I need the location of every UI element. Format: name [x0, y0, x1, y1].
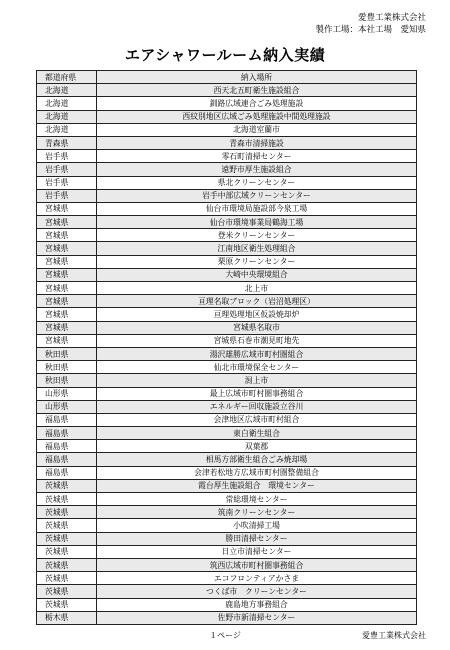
table-row: [37, 453, 417, 466]
location-cell: 小吹清掃工場: [97, 519, 417, 532]
table-header-row: [37, 71, 417, 84]
prefecture-cell: 茨城県: [37, 572, 97, 585]
location-cell: 零石町清掃センター: [97, 150, 417, 163]
prefecture-cell: 茨城県: [37, 585, 97, 598]
prefecture-cell: 茨城県: [37, 506, 97, 519]
table-row: [37, 361, 417, 374]
company-name: 愛豊工業株式会社: [357, 13, 426, 23]
location-cell: 双葉郡: [97, 440, 417, 453]
location-cell: 勝田清掃センター: [97, 532, 417, 545]
table-row: [37, 440, 417, 453]
location-cell: 釧路広域連合ごみ処理施設: [97, 97, 417, 110]
prefecture-cell: 宮城県: [37, 295, 97, 308]
location-cell: 東白衛生組合: [97, 427, 417, 440]
prefecture-cell: 宮城県: [37, 321, 97, 334]
table-row: [37, 572, 417, 585]
prefecture-cell: 福島県: [37, 427, 97, 440]
table-row: [37, 400, 417, 413]
location-cell: 西紋別地区広域ごみ処理施設中間処理施設: [97, 110, 417, 123]
location-cell: 宮城県石巻市潮見町地先: [97, 334, 417, 347]
document-title: エアシャワールーム納入実績: [124, 46, 326, 64]
table-row: [37, 493, 417, 506]
company-header: [315, 12, 426, 36]
prefecture-cell: 秋田県: [37, 361, 97, 374]
location-cell: 会津地区広域市町村組合: [97, 413, 417, 426]
table-row: [37, 163, 417, 176]
location-cell: 登米クリーンセンター: [97, 229, 417, 242]
prefecture-cell: 茨城県: [37, 493, 97, 506]
page-number: １ページ: [209, 631, 241, 640]
location-cell: 亘理処理地区仮設焼却炉: [97, 308, 417, 321]
location-cell: 仙台市環境局施設部今泉工場: [97, 202, 417, 215]
location-cell: 筑南クリーンセンター: [97, 506, 417, 519]
table-row: [37, 466, 417, 479]
prefecture-cell: 宮城県: [37, 255, 97, 268]
table-row: [37, 611, 417, 624]
location-cell: エネルギー回収施設立谷川: [97, 400, 417, 413]
table-row: [37, 136, 417, 149]
prefecture-cell: 北海道: [37, 84, 97, 97]
prefecture-cell: 岩手県: [37, 163, 97, 176]
table-row: [37, 84, 417, 97]
table-row: [37, 255, 417, 268]
delivery-table: [36, 70, 417, 625]
table-row: [37, 123, 417, 136]
prefecture-cell: 宮城県: [37, 268, 97, 281]
location-cell: 北上市: [97, 282, 417, 295]
location-cell: 湯沢雄勝広域市町村圏組合: [97, 347, 417, 360]
footer-company-name: 愛豊工業株式会社: [362, 631, 426, 640]
prefecture-cell: 栃木県: [37, 611, 97, 624]
location-cell: 会津若松地方広域市町村圏整備組合: [97, 466, 417, 479]
location-cell: 青森市清掃施設: [97, 136, 417, 149]
location-cell: 仙北市環境保全センター: [97, 361, 417, 374]
prefecture-cell: 秋田県: [37, 347, 97, 360]
table-row: [37, 97, 417, 110]
table-row: [37, 598, 417, 611]
prefecture-cell: 茨城県: [37, 545, 97, 558]
location-cell: 江南地区衛生処理組合: [97, 242, 417, 255]
location-cell: 霞台厚生施設組合 環境センター: [97, 479, 417, 492]
location-cell: 佐野市新清掃センター: [97, 611, 417, 624]
location-cell: 最上広域市町村圏事務組合: [97, 387, 417, 400]
location-cell: 北海道室蘭市: [97, 123, 417, 136]
column-header-location: 納入場所: [97, 71, 417, 84]
table-row: [37, 229, 417, 242]
table-row: [37, 387, 417, 400]
table-row: [37, 308, 417, 321]
prefecture-cell: 福島県: [37, 413, 97, 426]
table-row: [37, 110, 417, 123]
prefecture-cell: 岩手県: [37, 176, 97, 189]
prefecture-cell: 岩手県: [37, 150, 97, 163]
location-cell: 仙台市環境事業局鶴海工場: [97, 216, 417, 229]
table-row: [37, 150, 417, 163]
table-row: [37, 374, 417, 387]
prefecture-cell: 青森県: [37, 136, 97, 149]
prefecture-cell: 宮城県: [37, 334, 97, 347]
column-header-prefecture: 都道府県: [37, 71, 97, 84]
location-cell: 岩手中部広域クリーンセンター: [97, 189, 417, 202]
table-row: [37, 242, 417, 255]
table-row: [37, 282, 417, 295]
table-row: [37, 216, 417, 229]
table-row: [37, 479, 417, 492]
prefecture-cell: 北海道: [37, 110, 97, 123]
prefecture-cell: 茨城県: [37, 479, 97, 492]
location-cell: 常総環境センター: [97, 493, 417, 506]
prefecture-cell: 宮城県: [37, 229, 97, 242]
table-row: [37, 545, 417, 558]
table-row: [37, 321, 417, 334]
table-row: [37, 506, 417, 519]
location-cell: エコフロンティアかさま: [97, 572, 417, 585]
table-row: [37, 347, 417, 360]
prefecture-cell: 福島県: [37, 466, 97, 479]
location-cell: 日立市清掃センター: [97, 545, 417, 558]
table-row: [37, 176, 417, 189]
table-row: [37, 427, 417, 440]
prefecture-cell: 茨城県: [37, 519, 97, 532]
prefecture-cell: 茨城県: [37, 558, 97, 571]
prefecture-cell: 山形県: [37, 387, 97, 400]
location-cell: 宮城県名取市: [97, 321, 417, 334]
location-cell: 西天北五町衛生施設組合: [97, 84, 417, 97]
table-row: [37, 519, 417, 532]
table-row: [37, 585, 417, 598]
prefecture-cell: 茨城県: [37, 532, 97, 545]
prefecture-cell: 宮城県: [37, 216, 97, 229]
table-row: [37, 295, 417, 308]
location-cell: 潟上市: [97, 374, 417, 387]
prefecture-cell: 宮城県: [37, 242, 97, 255]
prefecture-cell: 宮城県: [37, 308, 97, 321]
prefecture-cell: 岩手県: [37, 189, 97, 202]
table-row: [37, 334, 417, 347]
location-cell: つくば市 クリーンセンター: [97, 585, 417, 598]
prefecture-cell: 北海道: [37, 123, 97, 136]
location-cell: 筑西広域市町村圏事務組合: [97, 558, 417, 571]
location-cell: 遠野市厚生施設組合: [97, 163, 417, 176]
location-cell: 大崎中央環境組合: [97, 268, 417, 281]
prefecture-cell: 宮城県: [37, 282, 97, 295]
table-row: [37, 558, 417, 571]
delivery-table-container: [36, 70, 416, 625]
prefecture-cell: 福島県: [37, 440, 97, 453]
table-row: [37, 189, 417, 202]
table-body: [37, 84, 417, 625]
table-row: [37, 202, 417, 215]
location-cell: 亘理名取ブロック（岩沼処理区）: [97, 295, 417, 308]
factory-info: 製作工場：本社工場 愛知県: [315, 25, 426, 35]
table-row: [37, 532, 417, 545]
location-cell: 栗原クリーンセンター: [97, 255, 417, 268]
prefecture-cell: 山形県: [37, 400, 97, 413]
location-cell: 鹿島地方事務組合: [97, 598, 417, 611]
location-cell: 県北クリーンセンター: [97, 176, 417, 189]
table-row: [37, 413, 417, 426]
prefecture-cell: 茨城県: [37, 598, 97, 611]
location-cell: 相馬方部衛生組合ごみ焼却場: [97, 453, 417, 466]
prefecture-cell: 北海道: [37, 97, 97, 110]
prefecture-cell: 福島県: [37, 453, 97, 466]
prefecture-cell: 宮城県: [37, 202, 97, 215]
prefecture-cell: 秋田県: [37, 374, 97, 387]
table-row: [37, 268, 417, 281]
